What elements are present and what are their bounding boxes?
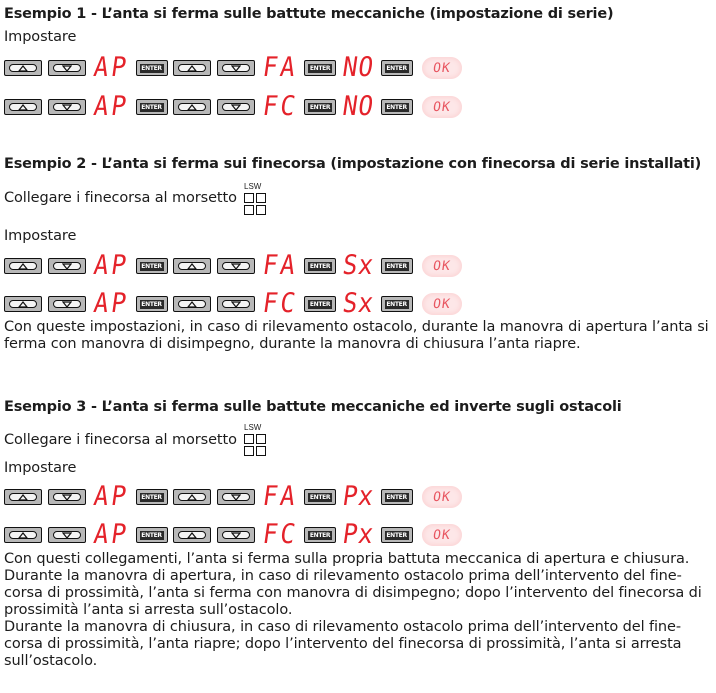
enter-button (381, 527, 413, 543)
sequence-row (4, 519, 462, 550)
down-arrow-icon (231, 104, 241, 111)
display-value: Sx (340, 288, 377, 319)
up-button (4, 489, 42, 505)
up-button (4, 296, 42, 312)
down-arrow-icon (62, 104, 72, 111)
up-button (4, 99, 42, 115)
ok-display (422, 524, 462, 546)
enter-label: ENTER (386, 64, 407, 72)
ok-label: OK (431, 60, 452, 76)
up-button (173, 258, 211, 274)
up-button (173, 489, 211, 505)
down-arrow-icon (231, 263, 241, 270)
note-line: sull’ostacolo. (4, 653, 98, 669)
ok-label: OK (431, 296, 452, 312)
example3-set-label: Impostare (4, 460, 77, 476)
lsw-terminal-icon (242, 182, 268, 222)
sequence-row (4, 481, 462, 512)
note-line: corsa di prossimità, l’anta riapre; dopo l’intervento del finecorsa di prossimità, l’anta si arresta (4, 636, 682, 652)
enter-button (381, 258, 413, 274)
display-value: Sx (340, 250, 377, 281)
up-button (4, 258, 42, 274)
enter-button (136, 60, 168, 76)
down-button (217, 258, 255, 274)
down-button (217, 60, 255, 76)
down-arrow-icon (231, 494, 241, 501)
display-value: NO (340, 91, 377, 122)
up-arrow-icon (18, 104, 28, 111)
example3-connect-label: Collegare i finecorsa al morsetto (4, 432, 237, 448)
up-arrow-icon (187, 532, 197, 539)
lsw-terminal-icon (242, 423, 268, 463)
ok-label: OK (431, 258, 452, 274)
ok-display (422, 255, 462, 277)
note-line: Durante la manovra di apertura, in caso di rilevamento ostacolo prima dell’intervento del fine- (4, 568, 682, 584)
example2-note (4, 319, 709, 353)
enter-label: ENTER (386, 262, 407, 270)
ok-label: OK (431, 527, 452, 543)
enter-label: ENTER (386, 300, 407, 308)
up-arrow-icon (18, 263, 28, 270)
note-line: prossimità l’anta si arresta sull’ostacolo. (4, 602, 293, 618)
terminal-label: LSW (244, 182, 262, 191)
example3-title: Esempio 3 - L’anta si ferma sulle battute meccaniche ed inverte sugli ostacoli (4, 399, 622, 415)
enter-label: ENTER (141, 103, 162, 111)
example3-note (4, 551, 702, 670)
enter-button (136, 99, 168, 115)
note-line: Durante la manovra di chiusura, in caso di rilevamento ostacolo prima dell’intervento del fine- (4, 619, 681, 635)
ok-label: OK (431, 99, 452, 115)
down-button (217, 489, 255, 505)
enter-button (136, 527, 168, 543)
down-button (217, 296, 255, 312)
note-line: ferma con manovra di disimpegno, durante la manovra di chiusura l’anta riapre. (4, 336, 581, 352)
display-value: Px (340, 481, 377, 512)
enter-button (136, 296, 168, 312)
enter-button (136, 489, 168, 505)
enter-label: ENTER (386, 493, 407, 501)
display-code-ap: AP (91, 250, 131, 281)
enter-label: ENTER (141, 262, 162, 270)
enter-button (381, 60, 413, 76)
up-arrow-icon (187, 301, 197, 308)
up-arrow-icon (18, 65, 28, 72)
enter-label: ENTER (309, 493, 331, 501)
example2-set-label: Impostare (4, 228, 77, 244)
up-button (4, 60, 42, 76)
enter-label: ENTER (141, 64, 162, 72)
up-arrow-icon (18, 532, 28, 539)
ok-display (422, 57, 462, 79)
enter-label: ENTER (309, 64, 331, 72)
enter-button (381, 296, 413, 312)
enter-label: ENTER (309, 103, 331, 111)
sequence-row (4, 52, 462, 83)
note-line: Con questi collegamenti, l’anta si ferma sulla propria battuta meccanica di apertura e chiusura. (4, 551, 690, 567)
up-button (173, 527, 211, 543)
enter-label: ENTER (141, 300, 162, 308)
enter-button (304, 99, 336, 115)
down-button (217, 99, 255, 115)
down-button (48, 296, 86, 312)
display-code-parameter: FC (260, 519, 300, 550)
down-arrow-icon (231, 65, 241, 72)
down-button (217, 527, 255, 543)
example2-title: Esempio 2 - L’anta si ferma sui finecorsa (impostazione con finecorsa di serie installati) (4, 156, 702, 172)
enter-button (304, 60, 336, 76)
enter-label: ENTER (386, 103, 407, 111)
up-arrow-icon (18, 494, 28, 501)
display-code-ap: AP (91, 481, 131, 512)
enter-button (304, 527, 336, 543)
up-arrow-icon (18, 301, 28, 308)
down-button (48, 60, 86, 76)
down-arrow-icon (62, 65, 72, 72)
display-code-ap: AP (91, 52, 131, 83)
up-button (173, 296, 211, 312)
down-button (48, 99, 86, 115)
display-code-ap: AP (91, 288, 131, 319)
up-arrow-icon (187, 263, 197, 270)
down-arrow-icon (62, 263, 72, 270)
enter-button (381, 489, 413, 505)
note-line: corsa di prossimità, l’anta si ferma con manovra di disimpegno; dopo l’intervento del finecorsa di (4, 585, 702, 601)
sequence-row (4, 288, 462, 319)
ok-display (422, 96, 462, 118)
display-code-ap: AP (91, 91, 131, 122)
ok-label: OK (431, 489, 452, 505)
display-code-ap: AP (91, 519, 131, 550)
down-arrow-icon (231, 301, 241, 308)
up-arrow-icon (187, 104, 197, 111)
down-button (48, 489, 86, 505)
note-line: Con queste impostazioni, in caso di rilevamento ostacolo, durante la manovra di apertura l’anta si (4, 319, 709, 335)
down-arrow-icon (62, 301, 72, 308)
enter-button (304, 489, 336, 505)
example2-connect-label: Collegare i finecorsa al morsetto (4, 190, 237, 206)
display-value: Px (340, 519, 377, 550)
up-button (173, 60, 211, 76)
display-code-parameter: FC (260, 91, 300, 122)
display-code-parameter: FC (260, 288, 300, 319)
display-code-parameter: FA (260, 52, 300, 83)
up-button (173, 99, 211, 115)
example1-title: Esempio 1 - L’anta si ferma sulle battute meccaniche (impostazione di serie) (4, 6, 614, 22)
up-button (4, 527, 42, 543)
down-button (48, 527, 86, 543)
enter-label: ENTER (309, 300, 331, 308)
enter-label: ENTER (141, 531, 162, 539)
example1-set-label: Impostare (4, 29, 77, 45)
sequence-row (4, 91, 462, 122)
down-button (48, 258, 86, 274)
display-code-parameter: FA (260, 250, 300, 281)
display-value: NO (340, 52, 377, 83)
enter-label: ENTER (386, 531, 407, 539)
enter-label: ENTER (141, 493, 162, 501)
ok-display (422, 293, 462, 315)
down-arrow-icon (231, 532, 241, 539)
down-arrow-icon (62, 494, 72, 501)
sequence-row (4, 250, 462, 281)
display-code-parameter: FA (260, 481, 300, 512)
terminal-label: LSW (244, 423, 262, 432)
enter-label: ENTER (309, 531, 331, 539)
up-arrow-icon (187, 494, 197, 501)
down-arrow-icon (62, 532, 72, 539)
enter-button (304, 296, 336, 312)
enter-button (381, 99, 413, 115)
enter-label: ENTER (309, 262, 331, 270)
enter-button (136, 258, 168, 274)
up-arrow-icon (187, 65, 197, 72)
ok-display (422, 486, 462, 508)
enter-button (304, 258, 336, 274)
